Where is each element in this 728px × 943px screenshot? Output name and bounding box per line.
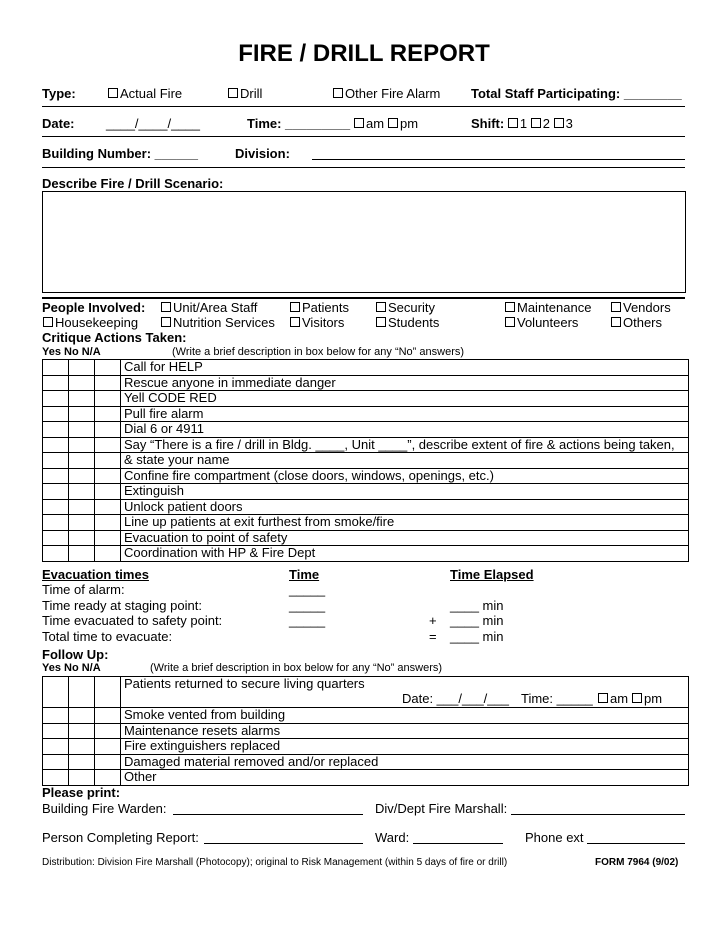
table-row bbox=[43, 546, 689, 562]
evacuation-row-label: Time evacuated to safety point: bbox=[42, 613, 223, 628]
people-involved-label: People Involved: bbox=[42, 300, 146, 315]
list-item: Say “There is a fire / drill in Bldg. ____, Unit ____”, describe extent of fire & actions being taken, bbox=[121, 437, 689, 453]
followup-am-option[interactable]: am bbox=[598, 692, 628, 706]
followup-time-field[interactable]: Time: _____ bbox=[521, 691, 593, 706]
list-item: Pull fire alarm bbox=[121, 406, 689, 422]
na-cell[interactable] bbox=[95, 677, 121, 708]
na-cell[interactable] bbox=[95, 770, 121, 786]
checkbox-icon bbox=[554, 118, 564, 128]
no-cell[interactable] bbox=[69, 708, 95, 724]
no-cell[interactable] bbox=[69, 499, 95, 515]
people-housekeeping[interactable]: Housekeeping bbox=[43, 315, 138, 330]
marshall-field[interactable] bbox=[511, 814, 685, 815]
yes-cell[interactable] bbox=[43, 677, 69, 708]
evacuation-time-heading: Time bbox=[289, 567, 320, 582]
list-item: Call for HELP bbox=[121, 360, 689, 376]
checkbox-icon bbox=[505, 317, 515, 327]
yes-cell[interactable] bbox=[43, 546, 69, 562]
checkbox-icon bbox=[531, 118, 541, 128]
evacuation-elapsed-field[interactable]: ____ min bbox=[450, 613, 504, 628]
list-item: Extinguish bbox=[121, 484, 689, 500]
table-row bbox=[43, 739, 689, 755]
checkbox-icon bbox=[632, 693, 642, 703]
checkbox-icon bbox=[290, 317, 300, 327]
table-row bbox=[43, 484, 689, 500]
table-row bbox=[43, 677, 689, 708]
checkbox-icon bbox=[108, 88, 118, 98]
yes-cell[interactable] bbox=[43, 739, 69, 755]
table-row bbox=[43, 375, 689, 391]
checkbox-icon bbox=[376, 302, 386, 312]
checkbox-icon bbox=[161, 302, 171, 312]
followup-table bbox=[42, 676, 689, 786]
list-item: Confine fire compartment (close doors, windows, openings, etc.) bbox=[121, 468, 689, 484]
list-item: Line up patients at exit furthest from smoke/fire bbox=[121, 515, 689, 531]
scenario-box[interactable] bbox=[42, 191, 686, 293]
no-cell[interactable] bbox=[69, 754, 95, 770]
evacuation-elapsed-field[interactable]: ____ min bbox=[450, 628, 504, 644]
list-item: Fire extinguishers replaced bbox=[121, 739, 689, 755]
people-patients[interactable]: Patients bbox=[290, 300, 349, 315]
yes-cell[interactable] bbox=[43, 375, 69, 391]
list-item: Dial 6 or 4911 bbox=[121, 422, 689, 438]
divider bbox=[42, 136, 685, 137]
distribution-note: Distribution: Division Fire Marshall (Photocopy); original to Risk Management (within 5 days of fire or drill) bbox=[42, 857, 508, 868]
people-unit-staff[interactable]: Unit/Area Staff bbox=[161, 300, 257, 315]
na-cell[interactable] bbox=[95, 739, 121, 755]
yes-cell[interactable] bbox=[43, 422, 69, 438]
table-row bbox=[43, 499, 689, 515]
form-number: FORM 7964 (9/02) bbox=[595, 857, 679, 868]
yes-cell[interactable] bbox=[43, 515, 69, 531]
critique-heading: Critique Actions Taken: bbox=[42, 330, 187, 345]
people-vendors[interactable]: Vendors bbox=[611, 300, 671, 315]
people-maintenance[interactable]: Maintenance bbox=[505, 300, 591, 315]
building-number-field[interactable]: Building Number: ______ bbox=[42, 146, 199, 161]
list-item: & state your name bbox=[121, 453, 689, 469]
yes-cell[interactable] bbox=[43, 484, 69, 500]
yes-cell[interactable] bbox=[43, 391, 69, 407]
na-cell[interactable] bbox=[95, 422, 121, 438]
no-cell[interactable] bbox=[69, 515, 95, 531]
table-row bbox=[43, 453, 689, 469]
table-row bbox=[43, 406, 689, 422]
date-field[interactable]: ____/____/____ bbox=[106, 116, 200, 131]
divider bbox=[42, 106, 685, 107]
no-cell[interactable] bbox=[69, 723, 95, 739]
no-cell[interactable] bbox=[69, 677, 95, 708]
shift-3[interactable]: 3 bbox=[554, 116, 573, 131]
people-others[interactable]: Others bbox=[611, 315, 662, 330]
checkbox-icon bbox=[505, 302, 515, 312]
evacuation-time-field[interactable]: _____ bbox=[289, 613, 326, 628]
ward-field[interactable] bbox=[413, 843, 503, 844]
print-heading: Please print: bbox=[42, 785, 121, 800]
list-item: Unlock patient doors bbox=[121, 499, 689, 515]
table-row bbox=[43, 530, 689, 546]
list-item: Evacuation to point of safety bbox=[121, 530, 689, 546]
na-cell[interactable] bbox=[95, 499, 121, 515]
people-volunteers[interactable]: Volunteers bbox=[505, 315, 578, 330]
ward-label: Ward: bbox=[375, 830, 410, 845]
no-cell[interactable] bbox=[69, 406, 95, 422]
list-item: Yell CODE RED bbox=[121, 391, 689, 407]
na-cell[interactable] bbox=[95, 391, 121, 407]
scenario-label: Describe Fire / Drill Scenario: bbox=[42, 176, 224, 191]
na-cell[interactable] bbox=[95, 437, 121, 453]
date-label: Date: bbox=[42, 116, 75, 131]
evacuation-row-label: Time ready at staging point: bbox=[42, 597, 202, 613]
yes-cell[interactable] bbox=[43, 754, 69, 770]
critique-col-headers: Yes No N/A bbox=[42, 346, 101, 358]
checkbox-icon bbox=[354, 118, 364, 128]
no-cell[interactable] bbox=[69, 375, 95, 391]
table-row bbox=[43, 437, 689, 453]
yes-cell[interactable] bbox=[43, 499, 69, 515]
na-cell[interactable] bbox=[95, 406, 121, 422]
checkbox-icon bbox=[43, 317, 53, 327]
division-field[interactable] bbox=[312, 159, 685, 160]
type-drill[interactable]: Drill bbox=[228, 86, 262, 101]
list-item: Damaged material removed and/or replaced bbox=[121, 754, 689, 770]
evacuation-elapsed-heading: Time Elapsed bbox=[450, 567, 534, 582]
table-row bbox=[43, 515, 689, 531]
people-security[interactable]: Security bbox=[376, 300, 435, 315]
na-cell[interactable] bbox=[95, 360, 121, 376]
no-cell[interactable] bbox=[69, 391, 95, 407]
evacuation-operator: = bbox=[429, 628, 437, 644]
yes-cell[interactable] bbox=[43, 530, 69, 546]
table-row bbox=[43, 723, 689, 739]
no-cell[interactable] bbox=[69, 453, 95, 469]
na-cell[interactable] bbox=[95, 484, 121, 500]
yes-cell[interactable] bbox=[43, 468, 69, 484]
evacuation-time-field[interactable]: _____ bbox=[289, 597, 326, 613]
yes-cell[interactable] bbox=[43, 360, 69, 376]
yes-cell[interactable] bbox=[43, 708, 69, 724]
type-actual-fire[interactable]: Actual Fire bbox=[108, 86, 182, 101]
no-cell[interactable] bbox=[69, 422, 95, 438]
no-cell[interactable] bbox=[69, 437, 95, 453]
warden-field[interactable] bbox=[173, 814, 363, 815]
evacuation-row-label: Total time to evacuate: bbox=[42, 628, 173, 644]
yes-cell[interactable] bbox=[43, 453, 69, 469]
na-cell[interactable] bbox=[95, 468, 121, 484]
no-cell[interactable] bbox=[69, 739, 95, 755]
phone-field[interactable] bbox=[587, 843, 685, 844]
time-field[interactable]: Time: _________ bbox=[247, 116, 351, 131]
evacuation-time-field[interactable]: _____ bbox=[289, 582, 326, 597]
people-visitors[interactable]: Visitors bbox=[290, 315, 344, 330]
marshall-label: Div/Dept Fire Marshall: bbox=[375, 801, 508, 816]
checkbox-icon bbox=[228, 88, 238, 98]
evacuation-operator: + bbox=[429, 613, 437, 628]
page-title: FIRE / DRILL REPORT bbox=[238, 40, 490, 67]
pm-option[interactable]: pm bbox=[388, 116, 418, 131]
evacuation-elapsed-field[interactable]: ____ min bbox=[450, 597, 504, 613]
checkbox-icon bbox=[333, 88, 343, 98]
list-item: Maintenance resets alarms bbox=[121, 723, 689, 739]
no-cell[interactable] bbox=[69, 484, 95, 500]
checkbox-icon bbox=[376, 317, 386, 327]
table-row bbox=[43, 770, 689, 786]
people-students[interactable]: Students bbox=[376, 315, 439, 330]
followup-instruction: (Write a brief description in box below for any “No” answers) bbox=[150, 662, 443, 674]
divider bbox=[42, 297, 685, 299]
critique-table bbox=[42, 359, 689, 562]
na-cell[interactable] bbox=[95, 375, 121, 391]
no-cell[interactable] bbox=[69, 546, 95, 562]
na-cell[interactable] bbox=[95, 530, 121, 546]
type-label: Type: bbox=[42, 86, 76, 101]
table-row bbox=[43, 360, 689, 376]
staff-participating-field[interactable]: Total Staff Participating: ________ bbox=[471, 86, 682, 101]
na-cell[interactable] bbox=[95, 515, 121, 531]
followup-pm-option[interactable]: pm bbox=[632, 692, 662, 706]
yes-cell[interactable] bbox=[43, 437, 69, 453]
followup-date-field[interactable]: Date: ___/___/___ bbox=[402, 691, 509, 706]
yes-cell[interactable] bbox=[43, 770, 69, 786]
table-row bbox=[43, 391, 689, 407]
completing-field[interactable] bbox=[204, 843, 363, 844]
na-cell[interactable] bbox=[95, 708, 121, 724]
na-cell[interactable] bbox=[95, 546, 121, 562]
na-cell[interactable] bbox=[95, 754, 121, 770]
no-cell[interactable] bbox=[69, 468, 95, 484]
yes-cell[interactable] bbox=[43, 406, 69, 422]
shift-2[interactable]: 2 bbox=[531, 116, 550, 131]
followup-heading: Follow Up: bbox=[42, 647, 109, 662]
divider bbox=[42, 167, 685, 168]
list-item: Patients returned to secure living quarters Date: ___/___/___ Time: _____ am pm bbox=[121, 677, 689, 708]
checkbox-icon bbox=[161, 317, 171, 327]
shift-group: Shift: 1 2 3 bbox=[471, 116, 573, 131]
na-cell[interactable] bbox=[95, 723, 121, 739]
table-row bbox=[43, 708, 689, 724]
table-row bbox=[43, 422, 689, 438]
no-cell[interactable] bbox=[69, 360, 95, 376]
checkbox-icon bbox=[598, 693, 608, 703]
no-cell[interactable] bbox=[69, 530, 95, 546]
table-row bbox=[43, 754, 689, 770]
division-label: Division: bbox=[235, 146, 290, 161]
checkbox-icon bbox=[388, 118, 398, 128]
warden-label: Building Fire Warden: bbox=[42, 801, 167, 816]
na-cell[interactable] bbox=[95, 453, 121, 469]
am-option[interactable]: am bbox=[354, 116, 384, 131]
table-row bbox=[43, 468, 689, 484]
yes-cell[interactable] bbox=[43, 723, 69, 739]
followup-col-headers: Yes No N/A bbox=[42, 662, 101, 674]
list-item: Smoke vented from building bbox=[121, 708, 689, 724]
completing-label: Person Completing Report: bbox=[42, 830, 199, 845]
checkbox-icon bbox=[290, 302, 300, 312]
list-item: Rescue anyone in immediate danger bbox=[121, 375, 689, 391]
evacuation-heading: Evacuation times bbox=[42, 567, 149, 582]
checkbox-icon bbox=[508, 118, 518, 128]
no-cell[interactable] bbox=[69, 770, 95, 786]
checkbox-icon bbox=[611, 302, 621, 312]
phone-label: Phone ext bbox=[525, 830, 584, 845]
list-item: Other bbox=[121, 770, 689, 786]
people-nutrition[interactable]: Nutrition Services bbox=[161, 315, 275, 330]
evacuation-row-label: Time of alarm: bbox=[42, 582, 125, 597]
critique-instruction: (Write a brief description in box below for any “No” answers) bbox=[172, 346, 465, 358]
shift-1[interactable]: 1 bbox=[508, 116, 527, 131]
list-item: Coordination with HP & Fire Dept bbox=[121, 546, 689, 562]
checkbox-icon bbox=[611, 317, 621, 327]
type-other-alarm[interactable]: Other Fire Alarm bbox=[333, 86, 440, 101]
